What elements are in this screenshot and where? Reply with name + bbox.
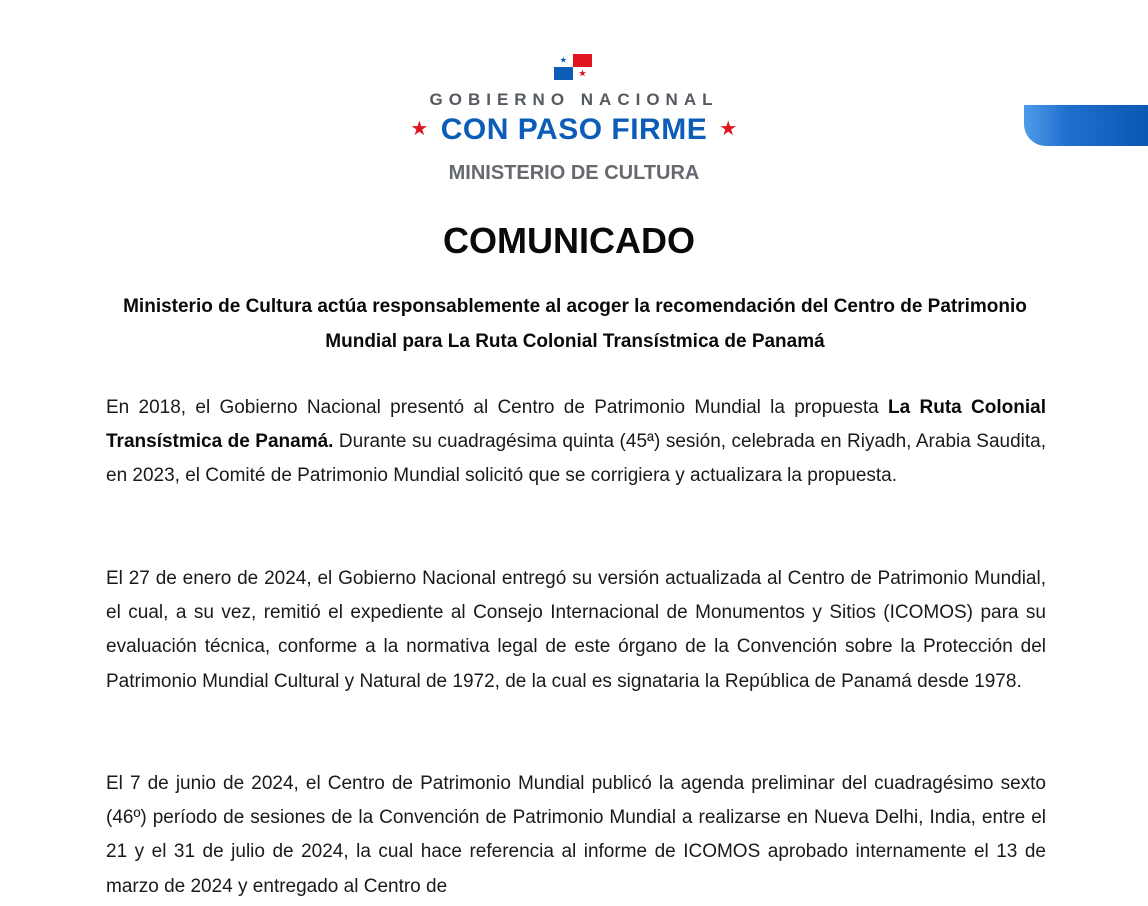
paragraph-1-text-b: Durante su cuadragésima quinta (45ª) sesión, celebrada en Riyadh, Arabia Saudita, en 2023, el Comité de Patrimonio Mundial solicitó que se corrigiera y actualizara la propuesta.	[106, 431, 1046, 487]
paragraph-1-text-a: En 2018, el Gobierno Nacional presentó al Centro de Patrimonio Mundial la propuesta	[106, 397, 889, 418]
slogan-text: CON PASO FIRME	[440, 113, 708, 146]
document-subtitle: Ministerio de Cultura actúa responsablemente al acoger la recomendación del Centro de Patrimonio Mundial para La Ruta Colonial Transístmica de Panamá	[123, 296, 1027, 352]
panama-flag-icon	[554, 54, 592, 80]
paragraph-1	[106, 391, 1046, 494]
slogan	[0, 113, 1148, 147]
government-label: GOBIERNO NACIONAL	[429, 90, 719, 109]
paragraph-1-bold: La Ruta Colonial Transístmica de Panamá.	[106, 397, 1046, 453]
red-star-icon: ★	[719, 118, 738, 140]
ministry-label: MINISTERIO DE CULTURA	[448, 162, 700, 184]
paragraph-3: El 7 de junio de 2024, el Centro de Patrimonio Mundial publicó la agenda preliminar del cuadragésimo sexto (46º) período de sesiones de la Convención de Patrimonio Mundial a realizarse en Nueva Delhi, India, entre el 21 y el 31 de julio de 2024, la cual hace referencia al informe de ICOMOS aprobado internamente el 13 de marzo de 2024 y entregado al Centro de	[106, 773, 1046, 897]
paragraph-2: El 27 de enero de 2024, el Gobierno Nacional entregó su versión actualizada al Centro de Patrimonio Mundial, el cual, a su vez, remitió el expediente al Consejo Internacional de Monumentos y Sitios (ICOMOS) para su evaluación técnica, conforme a la normativa legal de este órgano de la Convención sobre la Protección del Patrimonio Mundial Cultural y Natural de 1972, de la cual es signataria la República de Panamá desde 1978.	[106, 568, 1046, 692]
red-star-icon: ★	[410, 118, 429, 140]
document-heading: COMUNICADO	[443, 220, 695, 261]
decorative-blue-tab	[1024, 105, 1148, 146]
